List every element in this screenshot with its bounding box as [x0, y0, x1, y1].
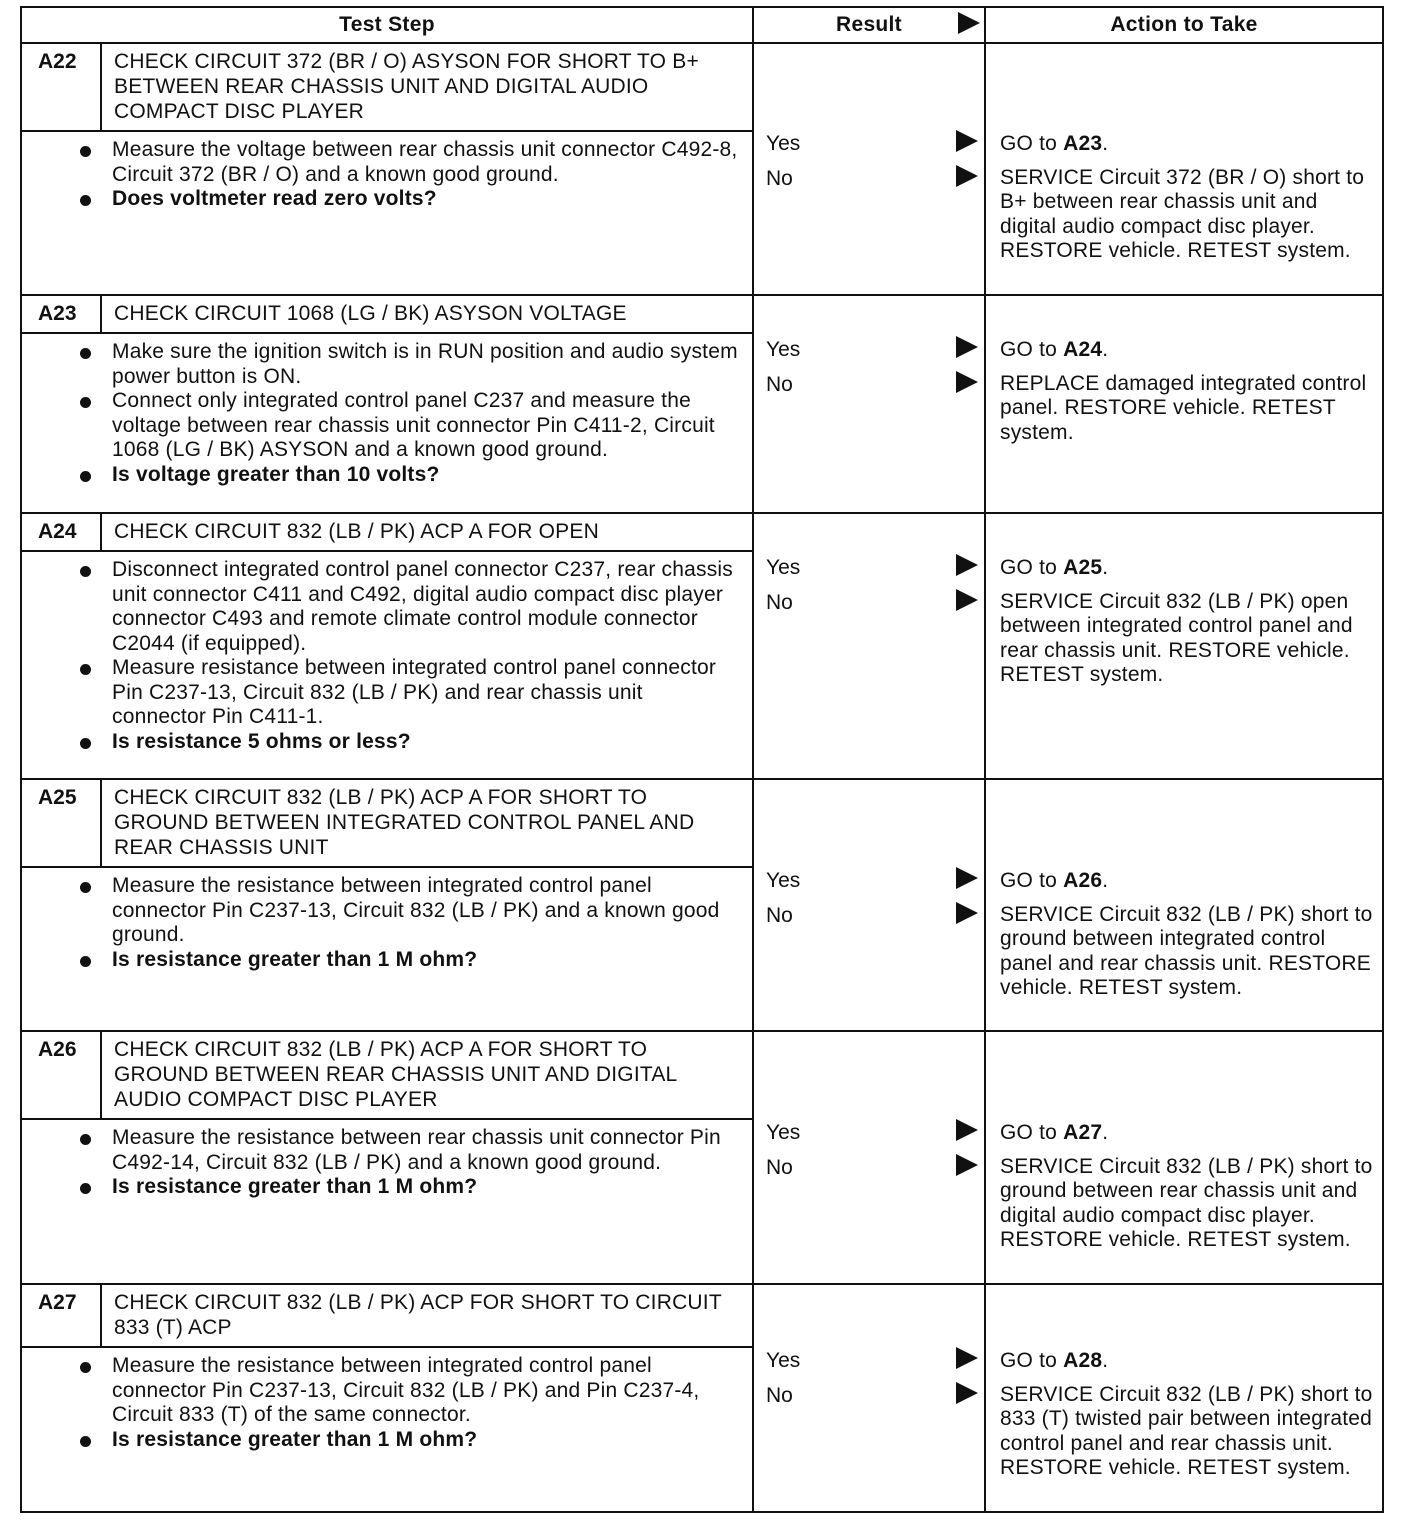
result-no [764, 591, 980, 617]
step-header [22, 296, 754, 334]
step-bullet: Measure the resistance between integrated control panel connector Pin C237-13, Circuit 832 (LB / PK) and Pin C237-4, Circuit 833 (T) of the same connector. [72, 1354, 742, 1428]
step-header [22, 1285, 754, 1348]
action-text [1000, 132, 1376, 264]
action-yes-prefix: GO to [1000, 338, 1058, 361]
arrow-right-icon [956, 336, 978, 358]
result-no-label: No [766, 373, 793, 396]
step-row-a26 [21, 1031, 1383, 1284]
step-title: CHECK CIRCUIT 832 (LB / PK) ACP A FOR SHORT TO GROUND BETWEEN INTEGRATED CONTROL PANEL AND REAR CHASSIS UNIT [114, 786, 695, 859]
action-yes-prefix: GO to [1000, 1121, 1058, 1144]
result-no-label: No [766, 1156, 793, 1179]
diagnostic-table-sheet [20, 6, 1382, 1518]
result-yes-label: Yes [766, 869, 801, 892]
result-yes-label: Yes [766, 1349, 801, 1372]
result-cell [753, 779, 985, 1031]
action-yes-prefix: GO to [1000, 1349, 1058, 1372]
result-yes [764, 1121, 980, 1147]
step-body [22, 552, 752, 762]
action-cell [985, 43, 1383, 295]
step-row-a27 [21, 1284, 1383, 1512]
step-id: A23 [22, 296, 102, 332]
step-row-a25 [21, 779, 1383, 1031]
action-yes-target: A26 [1063, 869, 1103, 892]
result-yes [764, 869, 980, 895]
result-no [764, 373, 980, 399]
action-yes-suffix: . [1102, 869, 1109, 892]
step-body [22, 1348, 752, 1460]
result-cell [753, 295, 985, 513]
result-cell [753, 513, 985, 779]
action-text [1000, 1349, 1376, 1481]
result-yes-label: Yes [766, 338, 801, 361]
header-row [21, 7, 1383, 43]
header-arrow-icon [958, 12, 980, 34]
action-yes [1000, 1121, 1376, 1146]
arrow-right-icon [956, 1119, 978, 1141]
step-question: Is resistance 5 ohms or less? [72, 730, 742, 755]
result-no-label: No [766, 591, 793, 614]
step-row-a23 [21, 295, 1383, 513]
arrow-right-icon [956, 902, 978, 924]
step-title: CHECK CIRCUIT 832 (LB / PK) ACP A FOR SHORT TO GROUND BETWEEN REAR CHASSIS UNIT AND DIGITAL AUDIO COMPACT DISC PLAYER [114, 1038, 677, 1111]
action-cell [985, 513, 1383, 779]
result-cell [753, 1031, 985, 1284]
result-yes-label: Yes [766, 556, 801, 579]
step-header [22, 44, 754, 132]
step-id: A25 [22, 780, 102, 866]
step-question: Does voltmeter read zero volts? [72, 187, 742, 212]
step-body [22, 334, 752, 495]
header-result [753, 7, 985, 43]
arrow-right-icon [956, 867, 978, 889]
result-cell [753, 43, 985, 295]
action-cell [985, 1284, 1383, 1512]
step-bullet: Disconnect integrated control panel connector C237, rear chassis unit connector C411 and C492, digital audio compact disc player connector C493 and remote climate control module connector C2044 (if equipped). [72, 558, 742, 656]
action-yes [1000, 869, 1376, 894]
action-no: SERVICE Circuit 372 (BR / O) short to B+ between rear chassis unit and digital audio compact disc player. RESTORE vehicle. RETEST system. [1000, 165, 1365, 263]
action-yes-suffix: . [1102, 1349, 1109, 1372]
step-cell [21, 513, 753, 779]
arrow-right-icon [956, 1154, 978, 1176]
step-row-a22 [21, 43, 1383, 295]
step-question: Is resistance greater than 1 M ohm? [72, 948, 742, 973]
step-title: CHECK CIRCUIT 1068 (LG / BK) ASYSON VOLTAGE [114, 302, 627, 325]
result-yes [764, 132, 980, 158]
action-yes [1000, 556, 1376, 581]
result-cell [753, 1284, 985, 1512]
result-no-label: No [766, 904, 793, 927]
arrow-right-icon [956, 1382, 978, 1404]
action-text [1000, 1121, 1376, 1253]
step-title: CHECK CIRCUIT 832 (LB / PK) ACP FOR SHORT TO CIRCUIT 833 (T) ACP [114, 1291, 722, 1339]
action-yes-target: A23 [1063, 132, 1103, 155]
action-yes-suffix: . [1102, 338, 1109, 361]
arrow-right-icon [956, 165, 978, 187]
result-yes-label: Yes [766, 132, 801, 155]
diagnostic-table [20, 6, 1384, 1513]
step-id: A24 [22, 514, 102, 550]
step-question: Is voltage greater than 10 volts? [72, 463, 742, 488]
header-result-label: Result [836, 13, 902, 36]
step-bullet: Measure the resistance between rear chassis unit connector Pin C492-14, Circuit 832 (LB / PK) and a known good ground. [72, 1126, 742, 1175]
header-test-step: Test Step [21, 7, 753, 43]
step-id: A26 [22, 1032, 102, 1118]
action-no: SERVICE Circuit 832 (LB / PK) open between integrated control panel and rear chassis unit. RESTORE vehicle. RETEST system. [1000, 589, 1353, 687]
result-no [764, 1156, 980, 1182]
result-yes [764, 1349, 980, 1375]
action-no: SERVICE Circuit 832 (LB / PK) short to ground between integrated control panel and rear chassis unit. RESTORE vehicle. RETEST system. [1000, 902, 1373, 1000]
arrow-right-icon [956, 1347, 978, 1369]
result-no [764, 904, 980, 930]
action-yes-suffix: . [1102, 556, 1109, 579]
action-no: SERVICE Circuit 832 (LB / PK) short to 833 (T) twisted pair between integrated control panel and rear chassis unit. RESTORE vehicle. RETEST system. [1000, 1382, 1373, 1480]
step-header [22, 1032, 754, 1120]
action-yes-target: A25 [1063, 556, 1103, 579]
result-no [764, 1384, 980, 1410]
result-yes [764, 338, 980, 364]
result-yes [764, 556, 980, 582]
step-id: A27 [22, 1285, 102, 1346]
step-bullet: Measure the resistance between integrated control panel connector Pin C237-13, Circuit 832 (LB / PK) and a known good ground. [72, 874, 742, 948]
action-yes [1000, 1349, 1376, 1374]
action-yes [1000, 338, 1376, 363]
step-body [22, 1120, 752, 1208]
step-bullet: Make sure the ignition switch is in RUN position and audio system power button is ON. [72, 340, 742, 389]
action-no: SERVICE Circuit 832 (LB / PK) short to ground between rear chassis unit and digital audio compact disc player. RESTORE vehicle. RETEST system. [1000, 1154, 1373, 1252]
step-title: CHECK CIRCUIT 372 (BR / O) ASYSON FOR SHORT TO B+ BETWEEN REAR CHASSIS UNIT AND DIGITAL AUDIO COMPACT DISC PLAYER [114, 50, 699, 123]
result-yes-label: Yes [766, 1121, 801, 1144]
arrow-right-icon [956, 554, 978, 576]
action-yes-target: A28 [1063, 1349, 1103, 1372]
action-cell [985, 1031, 1383, 1284]
action-yes-target: A24 [1063, 338, 1103, 361]
action-yes-suffix: . [1102, 132, 1109, 155]
action-yes-prefix: GO to [1000, 869, 1058, 892]
header-action: Action to Take [985, 7, 1383, 43]
action-text [1000, 869, 1376, 1001]
step-id: A22 [22, 44, 102, 130]
action-cell [985, 779, 1383, 1031]
step-body [22, 132, 752, 220]
action-text [1000, 338, 1376, 445]
step-cell [21, 779, 753, 1031]
step-title: CHECK CIRCUIT 832 (LB / PK) ACP A FOR OPEN [114, 520, 599, 543]
action-yes-target: A27 [1063, 1121, 1103, 1144]
step-cell [21, 1031, 753, 1284]
action-yes [1000, 132, 1376, 157]
action-yes-suffix: . [1102, 1121, 1109, 1144]
step-cell [21, 43, 753, 295]
step-cell [21, 1284, 753, 1512]
step-bullet: Measure the voltage between rear chassis unit connector C492-8, Circuit 372 (BR / O) and a known good ground. [72, 138, 742, 187]
step-question: Is resistance greater than 1 M ohm? [72, 1428, 742, 1453]
step-cell [21, 295, 753, 513]
action-text [1000, 556, 1376, 688]
arrow-right-icon [956, 130, 978, 152]
action-yes-prefix: GO to [1000, 132, 1058, 155]
result-no [764, 167, 980, 193]
result-no-label: No [766, 167, 793, 190]
step-bullet: Measure resistance between integrated control panel connector Pin C237-13, Circuit 832 (LB / PK) and rear chassis unit connector Pin C411-1. [72, 656, 742, 730]
step-row-a24 [21, 513, 1383, 779]
action-cell [985, 295, 1383, 513]
step-header [22, 514, 754, 552]
action-no: REPLACE damaged integrated control panel. RESTORE vehicle. RETEST system. [1000, 371, 1367, 444]
arrow-right-icon [956, 371, 978, 393]
arrow-right-icon [956, 589, 978, 611]
step-header [22, 780, 754, 868]
step-bullet: Connect only integrated control panel C237 and measure the voltage between rear chassis unit connector Pin C411-2, Circuit 1068 (LG / BK) ASYSON and a known good ground. [72, 389, 742, 463]
result-no-label: No [766, 1384, 793, 1407]
step-body [22, 868, 752, 980]
action-yes-prefix: GO to [1000, 556, 1058, 579]
step-question: Is resistance greater than 1 M ohm? [72, 1175, 742, 1200]
